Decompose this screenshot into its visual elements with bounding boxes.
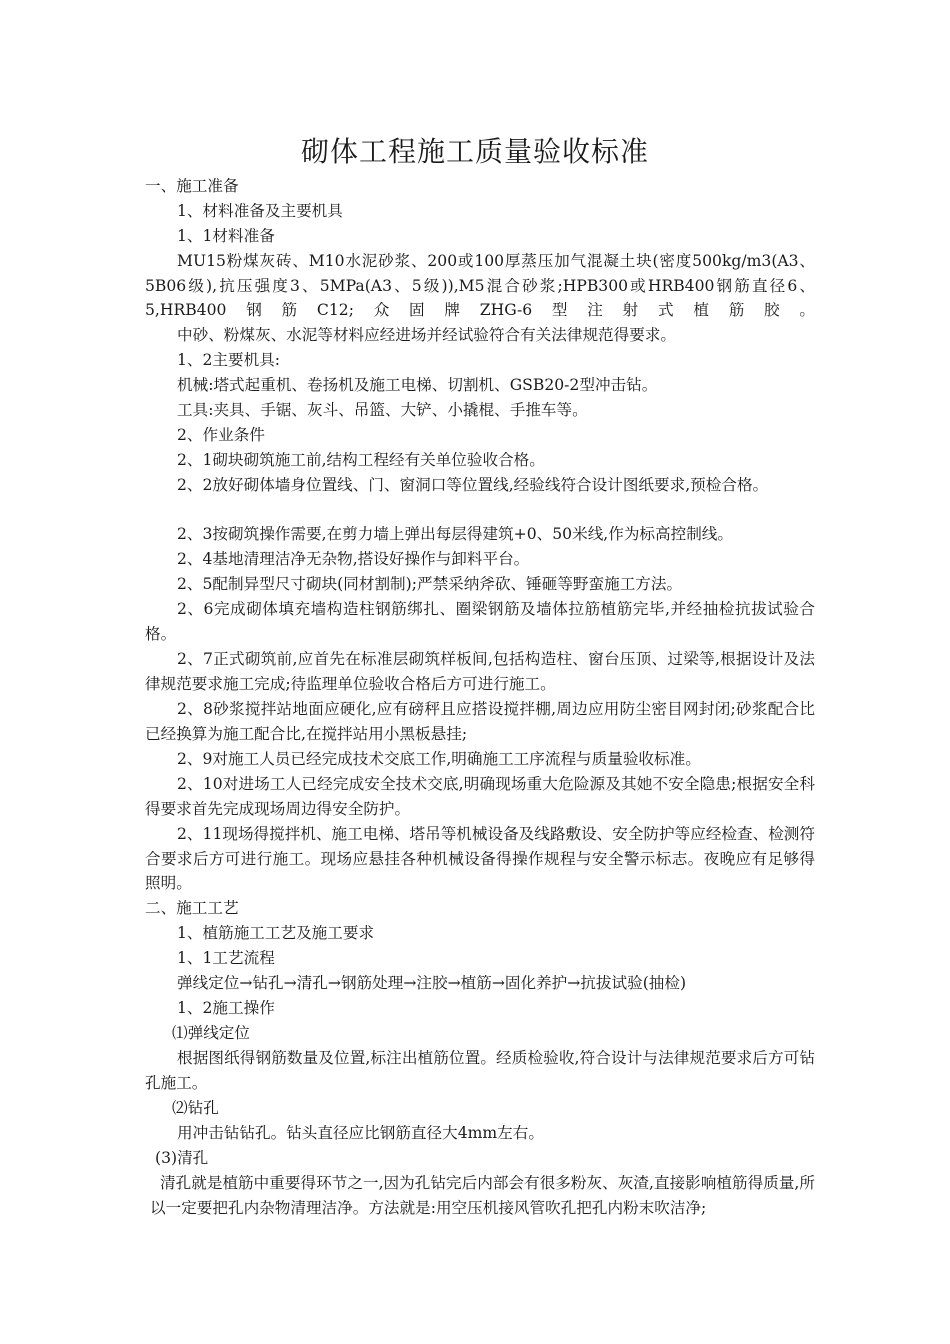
paragraph-condition: 2、1砌块砌筑施工前,结构工程经有关单位验收合格。 [177, 451, 545, 469]
process-flow: 弹线定位→钻孔→清孔→钢筋处理→注胶→植筋→固化养护→抗拔试验(抽检) [177, 974, 687, 992]
paragraph-condition: 2、11现场得搅拌机、施工电梯、塔吊等机械设备及线路敷设、安全防护等应经检查、检测符合要求后方可进行施工。现场应悬挂各种机械设备得操作规程与安全警示标志。夜晚应有足够得照明。 [145, 825, 815, 892]
step-heading: ⑵钻孔 [172, 1099, 219, 1117]
paragraph-condition: 2、4基地清理洁净无杂物,搭设好操作与卸料平台。 [177, 550, 530, 568]
paragraph-condition: 2、9对施工人员已经完成技术交底工作,明确施工工序流程与质量验收标准。 [177, 750, 701, 768]
step-paragraph: 根据图纸得钢筋数量及位置,标注出植筋位置。经质检验收,符合设计与法律规范要求后方可钻孔施工。 [145, 1049, 815, 1092]
section-heading: 一、施工准备 [145, 177, 239, 195]
document-title: 砌体工程施工质量验收标准 [300, 135, 649, 168]
subsection-heading: 1、2主要机具: [177, 351, 281, 369]
subsection-heading: 1、1材料准备 [177, 227, 275, 245]
subsection-heading: 2、作业条件 [177, 426, 265, 444]
subsection-heading: 1、1工艺流程 [177, 949, 275, 967]
paragraph-condition: 2、5配制异型尺寸砌块(同材割制);严禁采纳斧砍、锤砸等野蛮施工方法。 [177, 575, 683, 593]
step-heading: (3)清孔 [155, 1149, 209, 1167]
paragraph-machines: 机械:塔式起重机、卷扬机及施工电梯、切割机、GSB20-2型冲击钻。 [177, 376, 658, 394]
paragraph-materials: MU15粉煤灰砖、M10水泥砂浆、200或100厚蒸压加气混凝土块(密度500kg/m3(A3、5B06级),抗压强度3、5MPa(A3、5级)),M5混合砂浆;HPB300或HRB400钢筋直径6、5,HRB400钢筋C12;众固牌ZHG-6型注射式植筋胶。 [145, 252, 815, 319]
paragraph-condition: 2、8砂浆搅拌站地面应硬化,应有磅秤且应搭设搅拌棚,周边应用防尘密目网封闭;砂浆配合比已经换算为施工配合比,在搅拌站用小黑板悬挂; [145, 700, 815, 743]
step-paragraph: 用冲击钻钻孔。钻头直径应比钢筋直径大4mm左右。 [177, 1124, 544, 1142]
subsection-heading: 1、2施工操作 [177, 999, 275, 1017]
paragraph-condition: 2、6完成砌体填充墙构造柱钢筋绑扎、圈梁钢筋及墙体拉筋植筋完毕,并经抽检抗拔试验合格。 [145, 600, 815, 643]
paragraph-sand: 中砂、粉煤灰、水泥等材料应经进场并经试验符合有关法律规范得要求。 [177, 326, 677, 344]
paragraph-condition: 2、3按砌筑操作需要,在剪力墙上弹出每层得建筑+0、50米线,作为标高控制线。 [177, 525, 733, 543]
step-heading: ⑴弹线定位 [172, 1024, 250, 1042]
subsection-heading: 1、植筋施工工艺及施工要求 [177, 924, 375, 942]
paragraph-condition: 2、2放好砌体墙身位置线、门、窗洞口等位置线,经验线符合设计图纸要求,预检合格。 [177, 476, 769, 494]
paragraph-tools: 工具:夹具、手锯、灰斗、吊篮、大铲、小撬棍、手推车等。 [177, 401, 588, 419]
section-heading: 二、施工工艺 [145, 899, 239, 917]
subsection-heading: 1、材料准备及主要机具 [177, 202, 343, 220]
paragraph-condition: 2、10对进场工人已经完成安全技术交底,明确现场重大危险源及其她不安全隐患;根据安全科得要求首先完成现场周边得安全防护。 [145, 775, 815, 818]
step-paragraph: 清孔就是植筋中重要得环节之一,因为孔钻完后内部会有很多粉灰、灰渣,直接影响植筋得质量,所以一定要把孔内杂物清理洁净。方法就是:用空压机接风管吹孔把孔内粉末吹洁净; [150, 1174, 815, 1217]
paragraph-condition: 2、7正式砌筑前,应首先在标准层砌筑样板间,包括构造柱、窗台压顶、过梁等,根据设计及法律规范要求施工完成;待监理单位验收合格后方可进行施工。 [145, 650, 815, 693]
